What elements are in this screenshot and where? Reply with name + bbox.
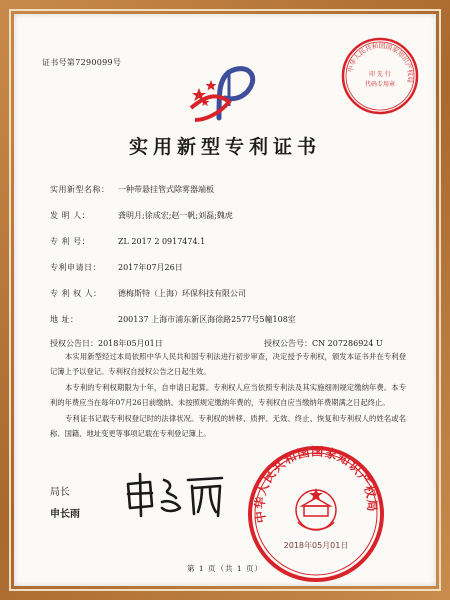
signature-icon [122,472,227,518]
field-inventors: 发 明 人： 龚明月;徐成宏;赵一帆;刘磊;魏虎 [50,211,233,220]
seal-top-icon [340,36,420,116]
grant-announcement-number: 授权公告号：CN 207286924 U [264,339,383,348]
certificate-title: 实用新型专利证书 [128,136,321,158]
certificate-body [50,350,406,443]
svg-text:2018年05月01日: 2018年05月01日 [283,541,349,550]
signatory-name: 申长雨 [50,509,80,520]
signatory-role: 局长 [50,487,70,498]
page-footer: 第 1 页（共 1 页） [186,564,264,573]
body-paragraph: 本专利的专利权期限为十年，自申请日起算。专利权人应当依照专利法及其实施细则规定缴纳年费。本专利的年费应当在每年07月26日前缴纳。未按照规定缴纳年费的，专利权自应当缴纳年费期满之日起终止。 [50,383,406,407]
svg-text:中华人民共和国国家知识产权局: 中华人民共和国国家知识产权局 [346,41,415,84]
grant-date: 授权公告日：2018年05月01日 [50,339,163,348]
svg-text:代码专用章: 代码专用章 [364,81,396,88]
svg-text:中华人民共和国国家知识产权局: 中华人民共和国国家知识产权局 [252,444,380,524]
field-address: 地 址： 200137 上海市浦东新区海徐路2577号5幢108室 [50,315,296,324]
field-patent-number: 专 利 号： ZL 2017 2 0917474.1 [50,237,206,246]
certificate-paper [14,14,436,586]
svg-text:印 先 行: 印 先 行 [369,71,391,78]
field-utility-model-name: 实用新型名称： 一种带悬挂管式除雾器端板 [50,185,214,194]
body-paragraph: 专利证书记载专利权登记时的法律状况。专利权的转移、质押、无效、终止、恢复和专利权人的姓名或名称、国籍、地址变更等事项记载在专利登记簿上。 [50,414,406,438]
body-paragraph: 本实用新型经过本局依照中华人民共和国专利法进行初步审查，决定授予专利权，颁发本证书并在专利登记簿上予以登记。专利权自授权公告之日起生效。 [50,352,406,376]
cnipa-logo-icon [189,62,259,124]
signatory-block [50,482,80,526]
field-application-date: 专利申请日： 2017年07月26日 [50,263,183,272]
certificate-number: 证书号第7290099号 [42,58,122,67]
field-patentee: 专 利 权 人： 德梅斯特（上海）环保科技有限公司 [50,289,246,298]
